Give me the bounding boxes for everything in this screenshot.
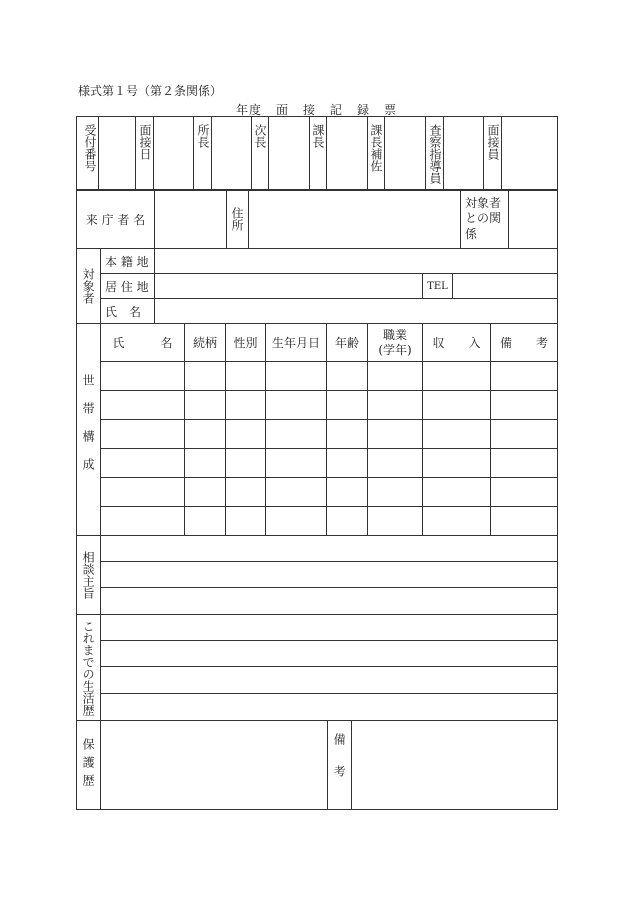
header-occupation: 職業 (学年) xyxy=(368,324,423,362)
receipt-number-field[interactable] xyxy=(99,117,136,191)
header-relationship: 続柄 xyxy=(185,324,226,362)
member-income-cell[interactable] xyxy=(423,362,491,391)
member-age-cell[interactable] xyxy=(327,420,368,449)
consult-line[interactable] xyxy=(101,588,558,615)
member-name-cell[interactable] xyxy=(101,449,185,478)
history-table xyxy=(76,614,558,721)
approval-table xyxy=(76,116,558,191)
member-relationship-cell[interactable] xyxy=(185,507,226,536)
member-remarks-cell[interactable] xyxy=(491,507,558,536)
protection-history-field[interactable] xyxy=(101,721,328,810)
residence-field[interactable] xyxy=(155,274,423,299)
member-occupation-cell[interactable] xyxy=(368,478,423,507)
member-remarks-cell[interactable] xyxy=(491,391,558,420)
label-director: 所長 xyxy=(194,117,212,191)
member-occupation-cell[interactable] xyxy=(368,362,423,391)
visitor-name-field[interactable] xyxy=(155,190,227,249)
header-birthdate: 生年月日 xyxy=(266,324,327,362)
member-name-cell[interactable] xyxy=(101,478,185,507)
member-gender-cell[interactable] xyxy=(226,391,266,420)
member-name-cell[interactable] xyxy=(101,507,185,536)
label-subject-name: 氏 名 xyxy=(101,299,155,324)
member-birthdate-cell[interactable] xyxy=(266,362,327,391)
history-line[interactable] xyxy=(101,615,558,641)
member-birthdate-cell[interactable] xyxy=(266,449,327,478)
member-occupation-cell[interactable] xyxy=(368,449,423,478)
history-line[interactable] xyxy=(101,667,558,694)
title-char-3: 記 xyxy=(330,103,344,117)
label-subject: 対象者 xyxy=(77,249,101,324)
label-interview-date: 面接日 xyxy=(136,117,154,191)
member-remarks-cell[interactable] xyxy=(491,449,558,478)
member-age-cell[interactable] xyxy=(327,478,368,507)
member-birthdate-cell[interactable] xyxy=(266,420,327,449)
member-gender-cell[interactable] xyxy=(226,449,266,478)
label-household: 世帯構成 xyxy=(77,324,101,536)
label-section-chief: 課長 xyxy=(310,117,327,191)
relation-field[interactable] xyxy=(509,190,558,249)
member-relationship-cell[interactable] xyxy=(185,478,226,507)
label-inspector: 査察指導員 xyxy=(426,117,444,191)
member-relationship-cell[interactable] xyxy=(185,420,226,449)
label-tel: TEL xyxy=(423,274,453,299)
visitor-table xyxy=(76,189,558,249)
member-relationship-cell[interactable] xyxy=(185,362,226,391)
member-age-cell[interactable] xyxy=(327,362,368,391)
label-remarks: 備考 xyxy=(328,721,352,810)
member-relationship-cell[interactable] xyxy=(185,391,226,420)
member-name-cell[interactable] xyxy=(101,391,185,420)
member-relationship-cell[interactable] xyxy=(185,449,226,478)
label-interviewer: 面接員 xyxy=(484,117,502,191)
header-age: 年齢 xyxy=(327,324,368,362)
subject-name-field[interactable] xyxy=(155,299,558,324)
header-gender: 性別 xyxy=(226,324,266,362)
member-remarks-cell[interactable] xyxy=(491,420,558,449)
title-char-2: 接 xyxy=(302,103,316,117)
history-line[interactable] xyxy=(101,694,558,721)
member-name-cell[interactable] xyxy=(101,420,185,449)
member-occupation-cell[interactable] xyxy=(368,391,423,420)
member-gender-cell[interactable] xyxy=(226,507,266,536)
member-income-cell[interactable] xyxy=(423,449,491,478)
member-remarks-cell[interactable] xyxy=(491,478,558,507)
member-birthdate-cell[interactable] xyxy=(266,507,327,536)
domicile-field[interactable] xyxy=(155,249,558,274)
history-line[interactable] xyxy=(101,641,558,667)
member-age-cell[interactable] xyxy=(327,507,368,536)
member-gender-cell[interactable] xyxy=(226,420,266,449)
label-assistant-chief: 課長補佐 xyxy=(368,117,385,191)
remarks-field[interactable] xyxy=(352,721,558,810)
member-income-cell[interactable] xyxy=(423,507,491,536)
member-income-cell[interactable] xyxy=(423,391,491,420)
consult-line[interactable] xyxy=(101,536,558,562)
director-stamp-field[interactable] xyxy=(212,117,252,191)
protection-table xyxy=(76,720,558,810)
subject-table xyxy=(76,248,558,324)
consult-line[interactable] xyxy=(101,562,558,588)
form-caption: 様式第１号（第２条関係） xyxy=(78,84,223,98)
member-birthdate-cell[interactable] xyxy=(266,478,327,507)
household-table xyxy=(76,323,558,536)
header-remarks: 備 考 xyxy=(491,324,558,362)
section-chief-stamp-field[interactable] xyxy=(327,117,368,191)
header-name: 氏 名 xyxy=(101,324,185,362)
interviewer-stamp-field[interactable] xyxy=(502,117,558,191)
label-life-history: これまでの生活歴 xyxy=(77,615,101,721)
tel-field[interactable] xyxy=(453,274,558,299)
assistant-chief-stamp-field[interactable] xyxy=(385,117,426,191)
title-char-4: 録 xyxy=(357,103,371,117)
title-year: 年度 xyxy=(235,103,262,117)
label-protection-history: 保護歴 xyxy=(77,721,101,810)
member-income-cell[interactable] xyxy=(423,420,491,449)
label-relation: 対象者との関係 xyxy=(461,190,509,249)
title-char-1: 面 xyxy=(275,103,289,117)
member-age-cell[interactable] xyxy=(327,391,368,420)
inspector-stamp-field[interactable] xyxy=(444,117,484,191)
member-occupation-cell[interactable] xyxy=(368,420,423,449)
consult-table xyxy=(76,535,558,615)
title-char-5: 票 xyxy=(384,103,398,117)
label-visitor-address: 住所 xyxy=(227,190,249,249)
label-receipt-number: 受付番号 xyxy=(77,117,99,191)
header-income: 収 入 xyxy=(423,324,491,362)
interview-date-field[interactable] xyxy=(154,117,194,191)
member-birthdate-cell[interactable] xyxy=(266,391,327,420)
member-remarks-cell[interactable] xyxy=(491,362,558,391)
member-income-cell[interactable] xyxy=(423,478,491,507)
label-deputy-director: 次長 xyxy=(252,117,269,191)
label-domicile: 本 籍 地 xyxy=(101,249,155,274)
visitor-address-field[interactable] xyxy=(249,190,461,249)
member-age-cell[interactable] xyxy=(327,449,368,478)
member-occupation-cell[interactable] xyxy=(368,507,423,536)
label-visitor-name: 来 庁 者 名 xyxy=(77,190,155,249)
member-gender-cell[interactable] xyxy=(226,362,266,391)
label-residence: 居 住 地 xyxy=(101,274,155,299)
member-name-cell[interactable] xyxy=(101,362,185,391)
member-gender-cell[interactable] xyxy=(226,478,266,507)
deputy-director-stamp-field[interactable] xyxy=(269,117,310,191)
label-consult-purpose: 相談主旨 xyxy=(77,536,101,615)
